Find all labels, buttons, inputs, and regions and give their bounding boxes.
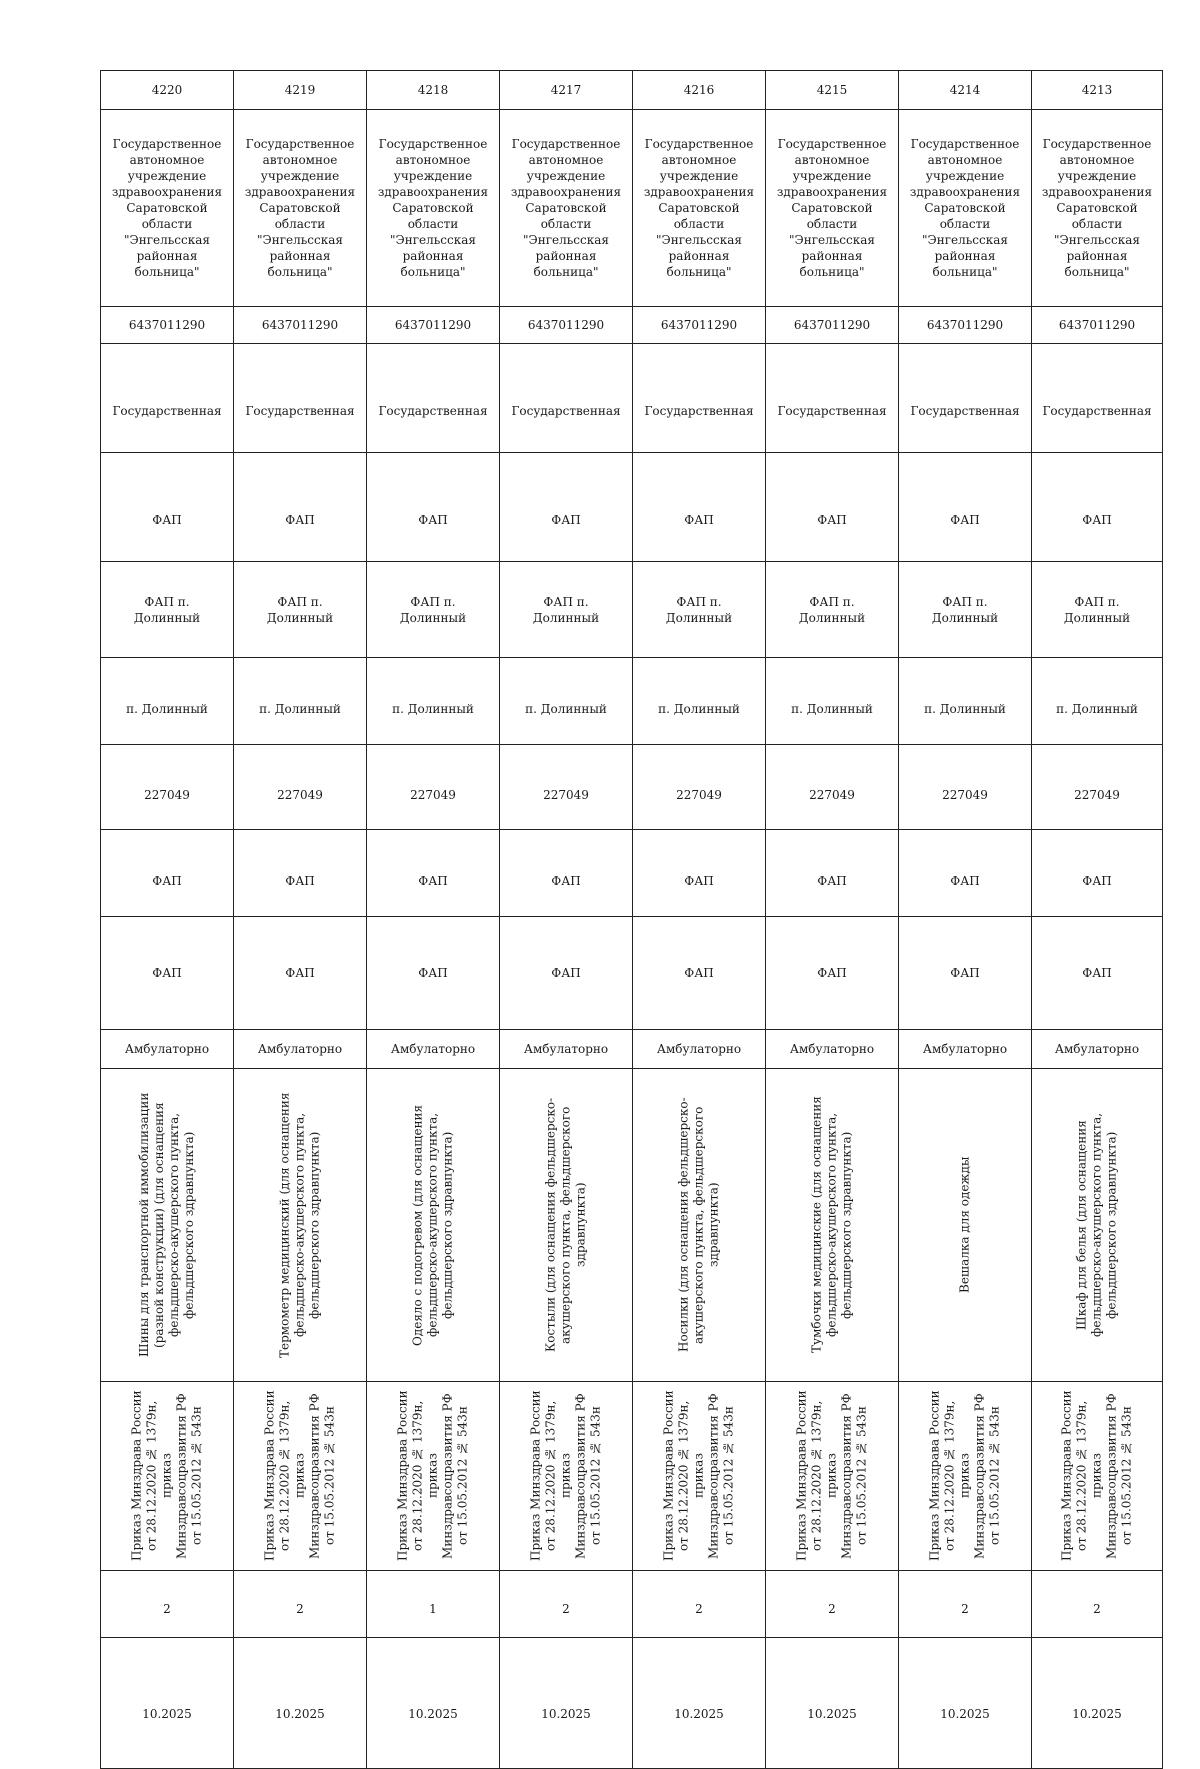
- cell-okato: 227049: [500, 745, 633, 830]
- row-equipment: [101, 1069, 1163, 1382]
- cell-date: 10.2025: [500, 1638, 633, 1769]
- row-subdivision: [101, 562, 1163, 658]
- cell-locality: п. Долинный: [234, 658, 367, 745]
- cell-inn: 6437011290: [500, 307, 633, 344]
- cell-locality: п. Долинный: [766, 658, 899, 745]
- cell-subdivision: ФАП п. Долинный: [899, 562, 1032, 658]
- cell-ownership: Государственная: [101, 344, 234, 453]
- cell-locality: п. Долинный: [1032, 658, 1163, 745]
- cell-number: 4215: [766, 71, 899, 110]
- row-okato: [101, 745, 1163, 830]
- cell-unit-1: ФАП: [234, 830, 367, 917]
- basis-text: Приказ Минздрава России от 28.12.2020 № 1379н, приказ Минздравсоцразвития РФ от 15.05.2012 № 543н: [927, 1390, 1002, 1562]
- cell-organization: Государственное автономное учреждение здравоохранения Саратовской области "Энгельсская районная больница": [101, 110, 234, 307]
- equipment-text: Тумбочки медицинские (для оснащения фельдшерско-акушерского пункта, фельдшерского здравпункта): [809, 1096, 854, 1354]
- cell-facility-type: ФАП: [1032, 453, 1163, 562]
- cell-unit-2: ФАП: [899, 917, 1032, 1030]
- cell-date: 10.2025: [1032, 1638, 1163, 1769]
- row-unit-1: [101, 830, 1163, 917]
- cell-unit-2: ФАП: [234, 917, 367, 1030]
- equipment-table: [100, 70, 1163, 1769]
- cell-locality: п. Долинный: [633, 658, 766, 745]
- cell-date: 10.2025: [234, 1638, 367, 1769]
- document-page: [100, 70, 1162, 1721]
- cell-equipment: [234, 1069, 367, 1382]
- cell-organization: Государственное автономное учреждение здравоохранения Саратовской области "Энгельсская районная больница": [234, 110, 367, 307]
- cell-unit-2: ФАП: [766, 917, 899, 1030]
- cell-unit-1: ФАП: [633, 830, 766, 917]
- basis-text: Приказ Минздрава России от 28.12.2020 № 1379н, приказ Минздравсоцразвития РФ от 15.05.2012 № 543н: [661, 1390, 736, 1562]
- cell-locality: п. Долинный: [899, 658, 1032, 745]
- cell-inn: 6437011290: [766, 307, 899, 344]
- cell-quantity: 2: [766, 1571, 899, 1638]
- cell-ownership: Государственная: [234, 344, 367, 453]
- cell-care-condition: Амбулаторно: [500, 1030, 633, 1069]
- cell-organization: Государственное автономное учреждение здравоохранения Саратовской области "Энгельсская районная больница": [500, 110, 633, 307]
- cell-facility-type: ФАП: [367, 453, 500, 562]
- cell-ownership: Государственная: [500, 344, 633, 453]
- cell-care-condition: Амбулаторно: [367, 1030, 500, 1069]
- cell-subdivision: ФАП п. Долинный: [101, 562, 234, 658]
- equipment-text: Шкаф для белья (для оснащения фельдшерско-акушерского пункта, фельдшерского здравпункта): [1074, 1112, 1119, 1338]
- cell-subdivision: ФАП п. Долинный: [500, 562, 633, 658]
- cell-facility-type: ФАП: [101, 453, 234, 562]
- cell-unit-1: ФАП: [1032, 830, 1163, 917]
- cell-equipment: [101, 1069, 234, 1382]
- cell-facility-type: ФАП: [766, 453, 899, 562]
- cell-number: 4213: [1032, 71, 1163, 110]
- equipment-text: Термометр медицинский (для оснащения фельдшерско-акушерского пункта, фельдшерского здравпункта): [277, 1092, 322, 1358]
- cell-locality: п. Долинный: [101, 658, 234, 745]
- cell-ownership: Государственная: [1032, 344, 1163, 453]
- cell-subdivision: ФАП п. Долинный: [766, 562, 899, 658]
- basis-text: Приказ Минздрава России от 28.12.2020 № 1379н, приказ Минздравсоцразвития РФ от 15.05.2012 № 543н: [528, 1390, 603, 1562]
- cell-subdivision: ФАП п. Долинный: [367, 562, 500, 658]
- cell-number: 4219: [234, 71, 367, 110]
- cell-equipment: [899, 1069, 1032, 1382]
- equipment-text: Шины для транспортной иммобилизации (разной конструкции) (для оснащения фельдшерско-акушерского пункта, фельдшерского здравпункта): [137, 1092, 196, 1358]
- equipment-text: Носилки (для оснащения фельдшерско-акушерского пункта, фельдшерского здравпункта): [676, 1097, 721, 1353]
- basis-text: Приказ Минздрава России от 28.12.2020 № 1379н, приказ Минздравсоцразвития РФ от 15.05.2012 № 543н: [794, 1390, 869, 1562]
- cell-locality: п. Долинный: [367, 658, 500, 745]
- cell-care-condition: Амбулаторно: [234, 1030, 367, 1069]
- cell-number: 4216: [633, 71, 766, 110]
- cell-equipment: [367, 1069, 500, 1382]
- row-ownership: [101, 344, 1163, 453]
- cell-number: 4214: [899, 71, 1032, 110]
- cell-inn: 6437011290: [899, 307, 1032, 344]
- cell-inn: 6437011290: [633, 307, 766, 344]
- cell-unit-1: ФАП: [899, 830, 1032, 917]
- equipment-text: Вешалка для одежды: [957, 1156, 972, 1294]
- cell-number: 4220: [101, 71, 234, 110]
- cell-care-condition: Амбулаторно: [899, 1030, 1032, 1069]
- cell-organization: Государственное автономное учреждение здравоохранения Саратовской области "Энгельсская районная больница": [633, 110, 766, 307]
- cell-okato: 227049: [367, 745, 500, 830]
- cell-basis: [633, 1382, 766, 1571]
- cell-date: 10.2025: [899, 1638, 1032, 1769]
- basis-text: Приказ Минздрава России от 28.12.2020 № 1379н, приказ Минздравсоцразвития РФ от 15.05.2012 № 543н: [395, 1390, 470, 1562]
- cell-ownership: Государственная: [899, 344, 1032, 453]
- cell-organization: Государственное автономное учреждение здравоохранения Саратовской области "Энгельсская районная больница": [1032, 110, 1163, 307]
- cell-quantity: 2: [101, 1571, 234, 1638]
- cell-equipment: [500, 1069, 633, 1382]
- row-quantity: [101, 1571, 1163, 1638]
- cell-okato: 227049: [101, 745, 234, 830]
- cell-facility-type: ФАП: [234, 453, 367, 562]
- cell-quantity: 1: [367, 1571, 500, 1638]
- cell-unit-2: ФАП: [500, 917, 633, 1030]
- cell-subdivision: ФАП п. Долинный: [633, 562, 766, 658]
- cell-unit-1: ФАП: [766, 830, 899, 917]
- cell-okato: 227049: [633, 745, 766, 830]
- cell-okato: 227049: [1032, 745, 1163, 830]
- cell-organization: Государственное автономное учреждение здравоохранения Саратовской области "Энгельсская районная больница": [899, 110, 1032, 307]
- row-inn: [101, 307, 1163, 344]
- cell-basis: [101, 1382, 234, 1571]
- cell-care-condition: Амбулаторно: [633, 1030, 766, 1069]
- cell-basis: [367, 1382, 500, 1571]
- cell-date: 10.2025: [101, 1638, 234, 1769]
- row-date: [101, 1638, 1163, 1769]
- cell-basis: [500, 1382, 633, 1571]
- cell-unit-1: ФАП: [367, 830, 500, 917]
- basis-text: Приказ Минздрава России от 28.12.2020 № 1379н, приказ Минздравсоцразвития РФ от 15.05.2012 № 543н: [129, 1390, 204, 1562]
- cell-quantity: 2: [500, 1571, 633, 1638]
- cell-okato: 227049: [899, 745, 1032, 830]
- cell-ownership: Государственная: [766, 344, 899, 453]
- cell-date: 10.2025: [367, 1638, 500, 1769]
- cell-unit-2: ФАП: [101, 917, 234, 1030]
- cell-unit-2: ФАП: [1032, 917, 1163, 1030]
- cell-number: 4217: [500, 71, 633, 110]
- cell-basis: [1032, 1382, 1163, 1571]
- cell-inn: 6437011290: [234, 307, 367, 344]
- cell-subdivision: ФАП п. Долинный: [234, 562, 367, 658]
- cell-unit-1: ФАП: [101, 830, 234, 917]
- cell-inn: 6437011290: [367, 307, 500, 344]
- cell-unit-2: ФАП: [633, 917, 766, 1030]
- cell-okato: 227049: [766, 745, 899, 830]
- cell-organization: Государственное автономное учреждение здравоохранения Саратовской области "Энгельсская районная больница": [367, 110, 500, 307]
- cell-subdivision: ФАП п. Долинный: [1032, 562, 1163, 658]
- cell-unit-2: ФАП: [367, 917, 500, 1030]
- cell-ownership: Государственная: [633, 344, 766, 453]
- cell-basis: [766, 1382, 899, 1571]
- cell-date: 10.2025: [633, 1638, 766, 1769]
- cell-care-condition: Амбулаторно: [766, 1030, 899, 1069]
- cell-okato: 227049: [234, 745, 367, 830]
- row-organization: [101, 110, 1163, 307]
- cell-care-condition: Амбулаторно: [1032, 1030, 1163, 1069]
- equipment-text: Костыли (для оснащения фельдшерско-акушерского пункта, фельдшерского здравпункта): [543, 1097, 588, 1353]
- cell-facility-type: ФАП: [500, 453, 633, 562]
- cell-ownership: Государственная: [367, 344, 500, 453]
- cell-equipment: [1032, 1069, 1163, 1382]
- cell-quantity: 2: [633, 1571, 766, 1638]
- basis-text: Приказ Минздрава России от 28.12.2020 № 1379н, приказ Минздравсоцразвития РФ от 15.05.2012 № 543н: [262, 1390, 337, 1562]
- cell-inn: 6437011290: [1032, 307, 1163, 344]
- row-locality: [101, 658, 1163, 745]
- row-facility-type: [101, 453, 1163, 562]
- cell-date: 10.2025: [766, 1638, 899, 1769]
- cell-number: 4218: [367, 71, 500, 110]
- cell-facility-type: ФАП: [899, 453, 1032, 562]
- row-unit-2: [101, 917, 1163, 1030]
- cell-quantity: 2: [234, 1571, 367, 1638]
- cell-equipment: [766, 1069, 899, 1382]
- cell-basis: [899, 1382, 1032, 1571]
- basis-text: Приказ Минздрава России от 28.12.2020 № 1379н, приказ Минздравсоцразвития РФ от 15.05.2012 № 543н: [1059, 1390, 1134, 1562]
- cell-unit-1: ФАП: [500, 830, 633, 917]
- row-record-number: [101, 71, 1163, 110]
- cell-organization: Государственное автономное учреждение здравоохранения Саратовской области "Энгельсская районная больница": [766, 110, 899, 307]
- cell-basis: [234, 1382, 367, 1571]
- cell-locality: п. Долинный: [500, 658, 633, 745]
- equipment-text: Одеяло с подогревом (для оснащения фельдшерско-акушерского пункта, фельдшерского здравпункта): [410, 1104, 455, 1346]
- row-basis: [101, 1382, 1163, 1571]
- cell-quantity: 2: [899, 1571, 1032, 1638]
- cell-equipment: [633, 1069, 766, 1382]
- cell-inn: 6437011290: [101, 307, 234, 344]
- cell-care-condition: Амбулаторно: [101, 1030, 234, 1069]
- row-care-condition: [101, 1030, 1163, 1069]
- cell-quantity: 2: [1032, 1571, 1163, 1638]
- cell-facility-type: ФАП: [633, 453, 766, 562]
